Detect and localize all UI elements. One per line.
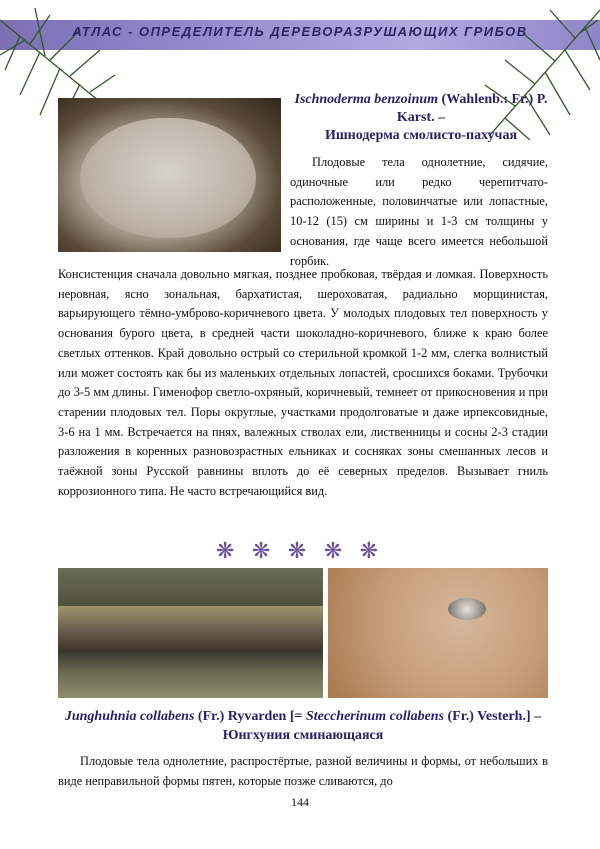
species2-latin2: Steccherinum collabens — [305, 709, 445, 724]
mushroom-cap-shape — [80, 118, 256, 238]
species2-description: Плодовые тела однолетние, распростёртые, разной величины и формы, от небольших в виде неправильной формы пятен, которые позже сливаются, до — [58, 754, 548, 788]
page-number: 144 — [291, 795, 309, 809]
species1-russian: Ишнодерма смолисто-пахучая — [324, 128, 518, 143]
species2-title — [58, 707, 548, 745]
species2-authors1: (Fr.) Ryvarden [= — [194, 709, 306, 724]
header-banner — [0, 0, 600, 60]
species1-latin: Ischnoderma benzoinum — [294, 92, 439, 107]
species1-description-part2: Консистенция сначала довольно мягкая, позднее пробковая, твёрдая и ломкая. Поверхность неровная, ясно зональная, бархатистая, шероховатая, радиально морщинистая, варьирующего тёмно-умброво-коричневого цвета. У молодых плодовых тел поверхность у основания бурого цвета, в средней части шоколадно-коричневого, ближе к краю более светлых оттенков. Край довольно острый со стерильной кромкой 1-2 мм, слегка волнистый или может состоять как бы из маленьких отдельных лопастей, сросшихся боками. Трубочки до 3-5 мм длины. Гименофор светло-охряный, коричневый, темнеет от прикосновения и при старении плодовых тел. Поры округлые, участками продолговатые и даже ирпексовидные, 3-6 на 1 мм. Встречается на пнях, валежных стволах ели, лиственницы и сосны 2-3 стадии разложения в коренных разновозрастных ельниках и сосняках зоны смешанных лесов и таёжной зоны Русской равнины вплоть до её северных пределов. Вызывает гниль коррозионного типа. Не часто встречающийся вид. — [58, 267, 548, 498]
photo-ischnoderma — [58, 98, 281, 252]
photo-log — [58, 568, 323, 698]
species1-description-part1: Плодовые тела однолетние, сидячие, одиночные или редко черепитчато-расположенные, половинчатые или лопастные, 10-12 (15) см ширины и 1-3 см толщины у основания, где чаще всего имеется небольшой горбик. — [290, 155, 548, 268]
species1-authors: (Wahlenb.: Fr.) P. Karst. – — [396, 92, 548, 125]
species1-title — [290, 91, 552, 145]
species2-authors2: (Fr.) Vesterh.] – Юнгхуния сминающаяся — [222, 709, 542, 743]
banner-title: АТЛАС - ОПРЕДЕЛИТЕЛЬ ДЕРЕВОРАЗРУШАЮЩИХ ГРИБОВ — [72, 24, 528, 39]
species2-latin1: Junghuhnia collabens — [64, 709, 195, 724]
log-shape — [58, 606, 323, 652]
photo-pore-surface — [328, 568, 548, 698]
section-divider: ❋ ❋ ❋ ❋ ❋ — [215, 538, 385, 563]
pore-spot — [448, 598, 486, 620]
